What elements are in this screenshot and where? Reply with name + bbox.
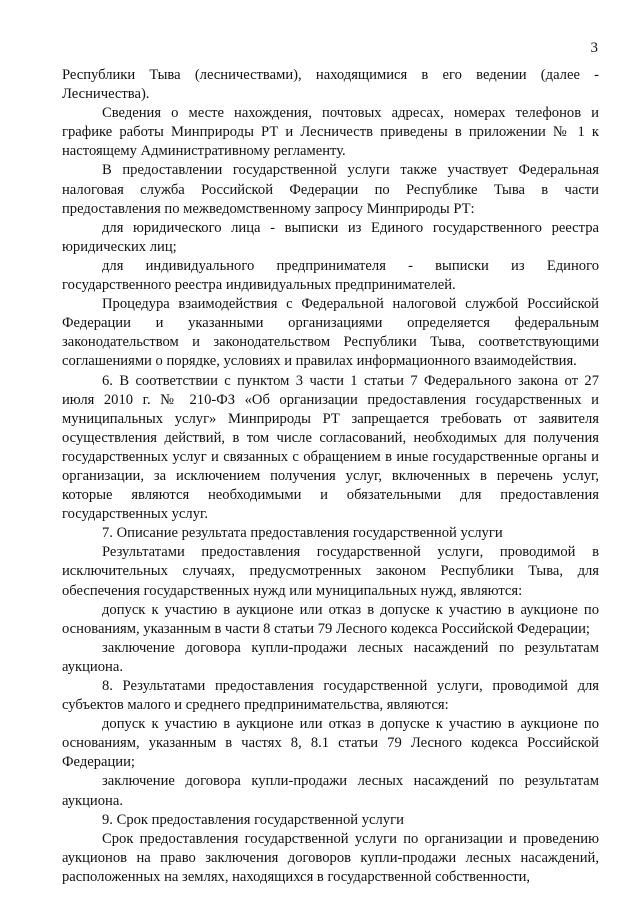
paragraph-admission-parts-8-81: допуск к участию в аукционе или отказ в допуске к участию в аукционе по основаниям, указанным в частях 8, 8.1 статьи 79 Лесного кодекса Российской Федерации;	[62, 716, 599, 771]
paragraph-interaction-procedure: Процедура взаимодействия с Федеральной налоговой службой Российской Федерации и указанными организациями определяется федеральным законодательством и законодательством Республики Тыва, соответствующими соглашениями о порядке, условиях и правилах информационного взаимодействия.	[62, 296, 599, 370]
paragraph-legal-entity: для юридического лица - выписки из Единого государственного реестра юридических лиц;	[62, 219, 599, 255]
paragraph-service-term: Срок предоставления государственной услуги по организации и проведению аукционов на право заключения договоров купли-продажи лесных насаждений, расположенных на землях, находящихся в государственной собственности,	[62, 830, 599, 885]
paragraph-section-6: 6. В соответствии с пунктом 3 части 1 статьи 7 Федерального закона от 27 июля 2010 г. № 210-ФЗ «Об организации предоставления государственных и муниципальных услуг» Минприроды РТ запрещается требовать от заявителя осуществления действий, в том числе согласований, необходимых для получения государственных услуг и связанных с обращением в иные государственные органы и организации, за исключением получения услуг, включенных в перечень услуг, которые являются необходимыми и обязательными для предоставления государственных услуг.	[62, 372, 599, 523]
heading-section-7: 7. Описание результата предоставления государственной услуги	[102, 525, 503, 542]
document-body	[62, 66, 599, 887]
paragraph-results-exceptional: Результатами предоставления государственной услуги, проводимой в исключительных случаях, предусмотренных законом Республики Тыва, для обеспечения государственных нужд или муниципальных нужд, являются:	[62, 544, 599, 599]
paragraph-entrepreneur: для индивидуального предпринимателя - выписки из Единого государственного реестра индивидуальных предпринимателей.	[62, 257, 599, 294]
paragraph-admission-part-8: допуск к участию в аукционе или отказ в допуске к участию в аукционе по основаниям, указанным в части 8 статьи 79 Лесного кодекса Российской Федерации;	[62, 601, 599, 637]
paragraph-contract-conclusion-1: заключение договора купли-продажи лесных насаждений по результатам аукциона.	[62, 639, 599, 675]
paragraph-intro-continuation: Республики Тыва (лесничествами), находящимися в его ведении (далее - Лесничества).	[62, 67, 599, 103]
paragraph-tax-service: В предоставлении государственной услуги также участвует Федеральная налоговая служба Российской Федерации по Республике Тыва в части предоставления по межведомственному запросу Минприроды РТ:	[62, 162, 599, 217]
page-number: 3	[590, 40, 598, 56]
paragraph-section-8: 8. Результатами предоставления государственной услуги, проводимой для субъектов малого и среднего предпринимательства, являются:	[62, 678, 599, 714]
heading-section-9: 9. Срок предоставления государственной услуги	[102, 811, 404, 828]
paragraph-contract-conclusion-2: заключение договора купли-продажи лесных насаждений по результатам аукциона.	[62, 773, 599, 809]
paragraph-contact-info: Сведения о месте нахождения, почтовых адресах, номерах телефонов и графике работы Минприроды РТ и Лесничеств приведены в приложении № 1 к настоящему Административному регламенту.	[62, 105, 599, 160]
